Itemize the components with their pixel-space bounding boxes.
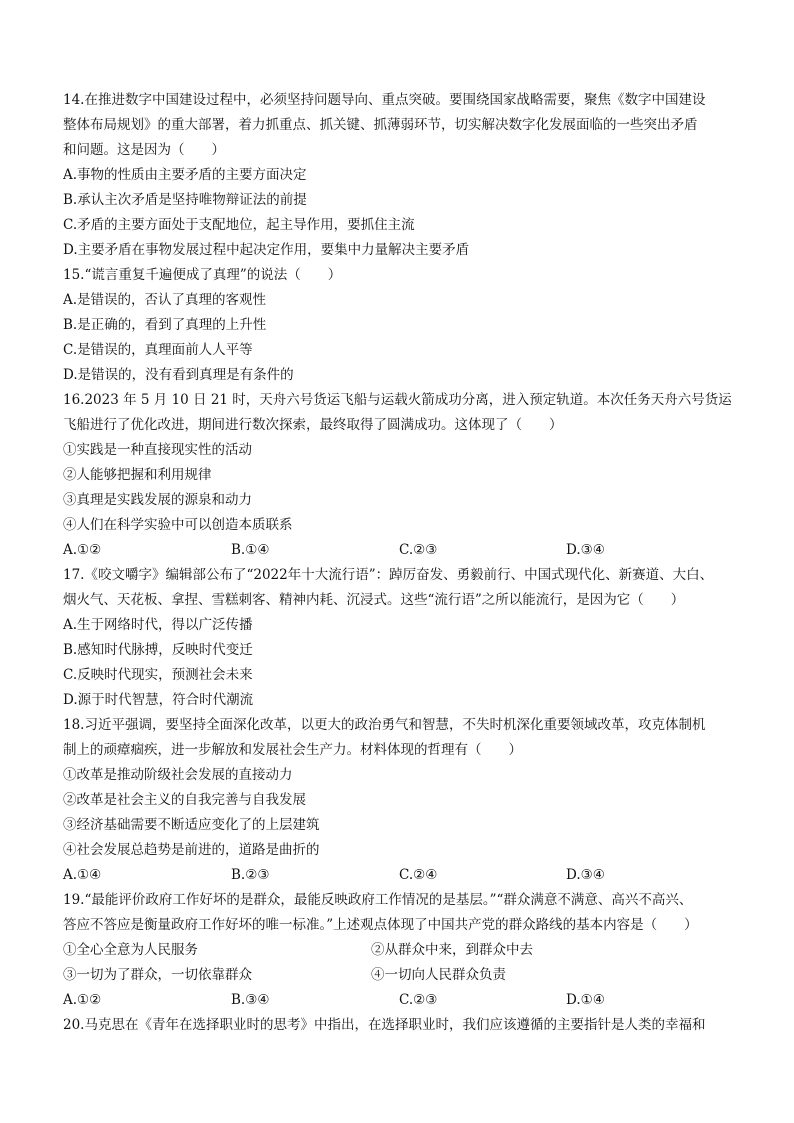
statement-item: ②从群众中来，到群众中去 [371,942,533,958]
option-d: D.是错误的，没有看到真理是有条件的 [63,367,294,383]
statement-item: ③真理是实践发展的源泉和动力 [63,492,252,508]
statement-item: ④社会发展总趋势是前进的，道路是曲折的 [63,842,320,858]
option-c: C.矛盾的主要方面处于支配地位，起主导作用，要抓住主流 [63,217,415,233]
question-stem: 制上的顽瘴痼疾，进一步解放和发展社会生产力。材料体现的哲理有（ ） [63,742,522,758]
question-15 [63,263,743,388]
answer-choices [63,863,743,888]
choice-d: D.③④ [566,867,605,883]
choice-c: C.②④ [399,867,438,883]
option-d: D.源于时代智慧，符合时代潮流 [63,692,254,708]
choice-a: A.①② [63,542,102,558]
option-b: B.是正确的，看到了真理的上升性 [63,317,267,333]
option-a: A.是错误的，否认了真理的客观性 [63,292,267,308]
option-c: C.反映时代现实，预测社会未来 [63,667,253,683]
statement-item: ①实践是一种直接现实性的活动 [63,442,252,458]
question-16 [63,388,743,563]
statement-item: ③经济基础需要不断适应变化了的上层建筑 [63,817,320,833]
question-stem: 烟火气、天花板、拿捏、雪糕刺客、精神内耗、沉浸式。这些“流行语”之所以能流行，是因为它（ ） [63,592,685,608]
statement-item: ④人们在科学实验中可以创造本质联系 [63,517,293,533]
statement-item: ④一切向人民群众负责 [371,967,506,983]
choice-d: D.③④ [566,542,605,558]
exam-page [63,88,743,1038]
question-stem: 16.2023 年 5 月 10 日 21 时，天舟六号货运飞船与运载火箭成功分离，进入预定轨道。本次任务天舟六号货运 [63,392,732,408]
question-stem: 20.马克思在《青年在选择职业时的思考》中指出，在选择职业时，我们应该遵循的主要指针是人类的幸福和 [63,1017,706,1033]
choice-b: B.③④ [231,992,270,1008]
choice-d: D.①④ [566,992,605,1008]
choice-b: B.①④ [231,542,270,558]
question-stem: 14.在推进数字中国建设过程中，必须坚持问题导向、重点突破。要围绕国家战略需要，聚焦《数字中国建设 [63,92,706,108]
question-stem: 整体布局规划》的重大部署，着力抓重点、抓关键、抓薄弱环节，切实解决数字化发展面临的一些突出矛盾 [63,117,698,133]
question-stem: 17.《咬文嚼字》编辑部公布了“2022年十大流行语”：踔厉奋发、勇毅前行、中国式现代化、新赛道、大白、 [63,567,714,583]
question-stem: 18.习近平强调，要坚持全面深化改革，以更大的政治勇气和智慧，不失时机深化重要领域改革，攻克体制机 [63,717,706,733]
option-a: A.生于网络时代，得以广泛传播 [63,617,253,633]
statement-item: ①全心全意为人民服务 [63,942,198,958]
choice-a: A.①② [63,992,102,1008]
question-stem: 15.“谎言重复千遍便成了真理”的说法（ ） [63,267,342,283]
option-b: B.感知时代脉搏，反映时代变迁 [63,642,253,658]
choice-c: C.②③ [399,992,438,1008]
question-19 [63,888,743,1013]
statement-item: ②人能够把握和利用规律 [63,467,212,483]
question-stem: 和问题。这是因为（ ） [63,142,225,158]
question-stem: 飞船进行了优化改进，期间进行数次探索，最终取得了圆满成功。这体现了（ ） [63,417,563,433]
option-a: A.事物的性质由主要矛盾的主要方面决定 [63,167,307,183]
statement-row [63,938,743,963]
option-d: D.主要矛盾在事物发展过程中起决定作用，要集中力量解决主要矛盾 [63,242,470,258]
statement-item: ①改革是推动阶级社会发展的直接动力 [63,767,293,783]
answer-choices [63,988,743,1013]
option-b: B.承认主次矛盾是坚持唯物辩证法的前提 [63,192,307,208]
choice-c: C.②③ [399,542,438,558]
question-stem: 19.“最能评价政府工作好坏的是群众，最能反映政府工作情况的是基层。”“群众满意不满意、高兴不高兴、 [63,892,693,908]
option-c: C.是错误的，真理面前人人平等 [63,342,253,358]
choice-a: A.①④ [63,867,102,883]
choice-b: B.②③ [231,867,270,883]
statement-row [63,963,743,988]
statement-item: ②改革是社会主义的自我完善与自我发展 [63,792,306,808]
question-18 [63,713,743,888]
question-20 [63,1013,743,1038]
question-stem: 答应不答应是衡量政府工作好坏的唯一标准。”上述观点体现了中国共产党的群众路线的基本内容是（ ） [63,917,698,933]
question-17 [63,563,743,713]
answer-choices [63,538,743,563]
statement-item: ③一切为了群众，一切依靠群众 [63,967,252,983]
question-14 [63,88,743,263]
